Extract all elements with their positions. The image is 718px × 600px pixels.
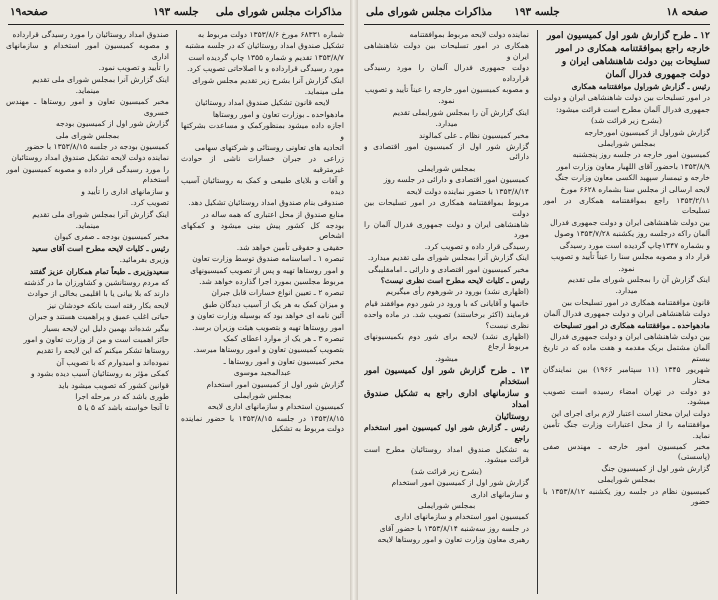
text-line: بمجلس شورایملی [597,139,656,149]
left-page-column-right [181,30,344,596]
text-line: اینک گزارش آنرا بمجلس شورای ملی تقدیم [32,209,169,219]
text-line: اینک گزارش آن را بمجلس شورای ملی تقدیم [567,274,710,284]
right-page-column-right [543,30,710,596]
text-line: و مصوبه کمیسیون امور استخدام و سازمانهای اداری [6,41,169,61]
text-line: تصویب کرد. [130,198,169,208]
text-line: (بشرح زیر قرائت شد) [591,116,662,126]
right-header-session: جلسه ۱۹۳ [514,6,560,18]
text-line: ۱۳ ـ طرح گزارش شور اول کمیسیون امور استخدام [364,365,529,387]
text-line: و مصوبه کمیسیون امور خارجه را عیناً تأیید و تصویب [364,85,529,95]
right-page-header [366,6,708,22]
text-line: ۱۳۵۳/۸/۱۵ در جلسه ۱۳۵۳/۸/۱۵ با حضور نماینده دولت مربوط به تشکیل [181,413,344,434]
left-page-header [10,6,342,22]
text-line: شماره ۶۸۳۳۱ مورخ ۱۳۵۳/۸/۶ دولت مربوط به [197,30,344,39]
text-line: گزارش شوراول از کمیسیون امورخارجه [584,127,710,137]
text-line: رئیس ـ گزارش شور اول کمیسیون امور استخدام راجع [364,423,529,443]
text-line: اینک گزارش آنرا بمجلس شورای ملی تقدیم میدارد. [367,253,529,263]
text-line: ۱۳۵۳/۸/۱۴ با حضور نماینده دولت لایحه [406,186,529,196]
right-header-title: مذاکرات مجلس شورای ملی [366,6,493,18]
text-line: خارجه راجع بموافقتنامه همکاری در امور [555,43,710,54]
text-line: کمیسیون استخدام و سازمانهای اداری لایحه [207,402,344,412]
text-line: را مورد رسیدگی قرار داده و مصوبه کمیسیون امور استخدام [6,164,169,185]
left-page [0,0,352,600]
text-line: طوری باشد که در مرحله اجرا [75,392,169,401]
text-line: بمجلس شورایملی [417,163,476,173]
right-column-divider [537,30,538,594]
text-line: کمیسیون امور خارجه در جلسه روز پنجشنبه [572,150,710,160]
left-column-divider [176,30,177,594]
text-line: گزارش شور اول از کمیسیون جنگ [601,463,710,473]
text-line: مینماید. [75,86,100,96]
text-line: تا آنجا خواسته باشد که ۵ یا ۵ [77,403,169,413]
text-line: بین دولت شاهنشاهی ایران و دولت جمهوری فدرال [550,217,710,227]
text-line: صندوق امداد روستائیان را مورد رسیدگی قرارداده [12,30,169,39]
right-header-rule [364,24,710,25]
text-line: موافقتنامه را از محل اعتبارات وزارت جنگ تأمین نماید. [543,420,710,440]
right-page-column-left [364,30,529,596]
text-line: تبصره ۲ ـ تعیین انواع خسارات قابل جبران [211,288,344,298]
text-line: بیگیر شده‌اند بهمین دلیل این لایحه بسیار [42,323,169,333]
text-line: گزارش شور اول از کمیسیون امور استخدام [391,478,529,488]
text-line: رئیس ـ گزارش شوراول موافقتنامه همکاری [571,82,710,91]
text-line: و سازمانهای اداری [470,489,529,499]
text-line: به تشکیل صندوق امداد روستائیان مطرح است قرائت میشود. [364,445,529,465]
text-line: تشکیل صندوق امداد روستائیان که در جلسه مشتبه [185,41,344,51]
text-line: رئیس ـ کلیات لایحه مطرح است نظری نیست؟ [380,275,529,285]
text-line: مخبر کمیسیون تعاون و امور روستاها ـ [223,356,344,366]
text-line: اتحادیه های تعاونی روستائی و شرکتهای سهامی [194,143,344,153]
text-line: گزارش شور اول از کمیسیون بودجه [56,119,169,129]
text-line: بتصویب کمیسیون تعاون و امور روستاها میرسد. [193,345,344,355]
text-line: بمجلس شورای ملی [55,130,120,140]
text-line: و امور روستاها تهیه و پس از تصویب کمیسیونهای [190,265,344,275]
text-line: و بشماره ۱۳۴۷چاپ گردیده است مورد رسیدگی [559,240,710,250]
text-line: نمود. [618,263,635,273]
text-line: دو دولت در تهران امضاء رسیده است تصویب میشود. [543,386,710,407]
text-line: عبدالمجید موسوی [233,368,292,378]
text-line: تبصره ۱ ـ اساسنامه صندوق توسط وزارت تعاون [192,254,344,264]
text-line: دولت جمهوری فدرال آلمان [605,69,710,80]
text-line: را تأیید و تصویب نمود. [98,63,169,73]
text-line: ۱۳۵۳/۸/۷ تقدیم و شماره ۱۳۵۵ چاپ گردیده است [188,52,344,62]
text-line: در امور تسلیحات بین دولت شاهنشاهی ایران و دولت [543,93,710,103]
text-line: مادهواحده ـ موافقتنامه همکاری در امور تسلیحات [553,320,710,330]
text-line: اینک گزارش آنرا بمجلس شورای ملی تقدیم [32,74,169,84]
text-line: ۱۳۵۳/۸/۹ باحضور آقای اللهیار معاون وزارت امور [556,161,710,171]
text-line: خارجه و تیمسار سپهبد الکسی معاون وزارت جنگ [554,173,710,183]
text-line: آلمان راکه درجلسه روز یکشنبه ۱۳۵۳/۷/۲۸ وصول [554,229,710,239]
text-line: میدارد. [435,119,458,129]
text-line: شاهنشاهی ایران و دولت جمهوری فدرال آلمان را مورد [364,219,529,240]
text-line: دولت جمهوری فدرال آلمان را مورد رسیدگی قرارداده [364,63,529,83]
text-line: اینک گزارش آن را بمجلس شورایملی تقدیم [392,107,529,117]
text-line: کمکی مؤثر به روستائیان آسیب دیده بشود و [30,369,169,379]
text-line: نماینده دولت لایحه مربوط بموافقتنامه [409,30,529,39]
text-line: کمیسیون نظام در جلسه روز یکشنبه ۱۳۵۳/۸/۱۲ با حضور [543,486,710,507]
text-line: مربوط بموافقتنامه همکاری در امور تسلیحات بین دولت [364,198,529,218]
text-line: ۱۳۵۳/۲/۱۱ راجع بموافقتنامه همکاری در امور تسلیحات [543,196,710,216]
text-line: وزیری بفرمائید. [119,255,169,265]
text-line: خانمها و آقایانی که با ورود در شور دوم موافقند قیام [364,298,529,308]
text-line: قوانین کشور که تصویب میشود باید [58,380,169,390]
text-line: قرار داد و مصوبه مجلس سنا را عیناً تأیید و تصویب [550,252,710,262]
text-line: گزارش شور اول از کمیسیون امور استخدام [206,379,344,389]
text-line: امور روستاها تهیه و بتصویب هیئت وزیران برسد. [192,322,344,332]
text-line: کمیسیون بودجه در جلسه ۱۳۵۳/۸/۱۵ با حضور [25,142,169,152]
text-line: بودجه کل کشور پیش بینی میشود و کمکهای اشخاص [181,220,344,241]
right-page [356,0,718,600]
text-line: مینماید. [75,220,100,230]
text-line: کمیسیون امور استخدام و سازمانهای اداری [394,512,529,522]
right-header-page-number: صفحه ۱۸ [666,6,708,18]
text-line: لایحه بکار رفته است بانکه خودشان نیز [47,300,169,310]
text-line: منابع صندوق از محل اعتباری که همه ساله در [201,209,344,219]
text-line: فرمایند (اکثر برخاستند) تصویب شد. در ماده واحده نظری نیست؟ [364,310,529,330]
text-line: میشود. [435,353,458,363]
text-line: مخبر کمیسیون امور اقتصادی و دارائی ـ امامقلیبگی [368,264,529,274]
text-line: حقیقی و حقوقی تأمین خواهد شد. [236,242,344,252]
text-line: (بشرح زیر قرائت شد) [411,466,482,476]
text-line: (اظهاری نشد) بورود در شورهوم رأی میگیریم [385,287,529,297]
text-line: مخبر کمیسیون امور خارجه ـ مهندس صفی (پاسستی) [543,442,710,462]
text-line: مادهواحده ـ بوزارت تعاون و امور روستاها [212,109,344,119]
text-line: دولت ایران مختار است اعتبار لازم برای اجرای این [551,408,710,418]
text-line: نموده‌اند و امیدوارم که با تصویب آن [56,357,169,367]
text-line: (اظهاری نشد) لایحه برای شور دوم بکمیسیونهای مربوط ارجاع [364,331,529,352]
text-line: و آفات و بلایای طبیعی و کمک به روستائیان آسیب دیده [181,176,344,196]
text-line: مورد رسیدگی قرارداده و با اصلاحاتی تصویب کرد. [186,64,344,74]
text-line: و سازمانهای اداری راجع به تشکیل صندوق امداد [364,388,529,410]
text-line: که مردم روستانشین و کشاورزان ما در گذشته [23,277,169,287]
text-line: لایحه ارسالی از مجلس سنا بشماره ۶۶۲۸ مورخ [560,184,710,194]
left-header-title: مذاکرات مجلس شورای ملی [215,6,342,18]
text-line: گزارش شور اول از کمیسیون امور اقتصادی و دارائی [364,142,529,162]
left-page-column-left [6,30,169,596]
text-line: روستاها تشکر میکنم که این لایحه را تقدیم [36,346,169,356]
text-line: رئیس ـ کلیات لایحه مطرح است آقای سعید [31,243,169,253]
text-line: رهبری معاون وزارت تعاون و امور روستاها لایحه [377,535,529,545]
text-line: بمجلس شورایملی [233,391,292,400]
text-line: بمجلس شورایملی [417,501,476,511]
text-line: تبصره ۳ ـ هر یک از موارد اعطای کمک [223,333,344,343]
left-header-page-number: صفحه۱۹ [10,6,48,18]
text-line: شهریور ۱۳۴۵ (۱۱ سپتامبر ۱۹۶۶) بین نمایندگان مختار [543,365,710,385]
text-line: لایحه قانون تشکیل صندوق امداد روستائیان [195,98,330,108]
text-line: ملی مینماید. [304,87,344,97]
text-line: روستائیان [495,411,529,422]
text-line: نماینده دولت لایحه تشکیل صندوق امداد روستائیان [11,153,169,163]
text-line: میدارد. [615,286,638,296]
text-line: مخبر کمیسیون تعاون و امور روستاها ـ مهندس خسروی [6,97,169,117]
text-line: تسلیحات بین دولت شاهنشاهی ایران و [561,56,710,67]
text-line: در جلسه روز سه‌شنبه ۱۳۵۳/۸/۱۴ با حضور آقای [379,523,529,533]
text-line: دولت شاهنشاهی ایران و دولت جمهوری فدرال آلمان [543,309,710,319]
text-line: کمیسیون امور اقتصادی و دارائی در جلسه روز [383,175,529,185]
text-line: حائز اهمیت است و من از وزارت تعاون و امور [23,334,169,344]
text-line: اینک گزارش آنرا بشرح زیر تقدیم مجلس شورای [192,75,344,85]
text-line: بین دولت شاهنشاهی ایران و دولت جمهوری فدرال [550,331,710,341]
text-line: جمهوری فدرال آلمان مطرح است قرائت میشود: [555,104,710,114]
text-line: نمود. [438,96,455,106]
text-line: ۱۲ ـ طرح گزارش شور اول کمیسیون امور [546,30,710,41]
text-line: صندوقی بنام صندوق امداد روستائیان تشکیل دهد. [188,198,344,208]
text-line: مخبر کمیسیون بودجه ـ صفری کیوان [54,232,169,242]
text-line: مخبر کمیسیون نظام ـ علی کمالوند [419,130,529,140]
text-line: قانون موافقتنامه همکاری در امور تسلیحات بین [561,297,710,307]
text-line: حیاتی اغلب عمیق و پراهمیت هستند و جبران [28,312,169,322]
text-line: زراعی در جبران خسارات ناشی از حوادث غیرمترقبه [181,154,344,174]
text-line: مربوط مجلسین بمورد اجرا گذارده خواهد شد. [199,276,344,286]
left-header-session: جلسه ۱۹۳ [153,6,199,18]
text-line: آلمان مشتمل بریک مقدمه و هفت ماده که در تاریخ بیستم [543,343,710,363]
text-line: رسیدگی قرار داده و تصویب کرد. [424,241,529,251]
left-header-rule [8,24,344,25]
text-line: بمجلس شورایملی [597,475,656,485]
text-line: آئین نامه ای خواهد بود که بوسیله وزارت تعاون و [191,311,344,321]
text-line: اجازه داده میشود بمنظورکمک و مساعدت بشرکتها و [181,121,344,141]
text-line: و سازمانهای اداری را تأیید و [81,186,169,196]
text-line: همکاری در امور تسلیحات بین دولت شاهنشاهی ایران و [364,41,529,61]
text-line: سعیدوزیری ـ طبعاً تمام همکاران عزیز گفتند [29,266,169,276]
text-line: و میزان کمک به هر یک از آسیب دیدگان طبق [202,299,344,309]
text-line: دارند که بلا بیانی یا با اقلیمی بخالی از حوادث [27,289,169,299]
